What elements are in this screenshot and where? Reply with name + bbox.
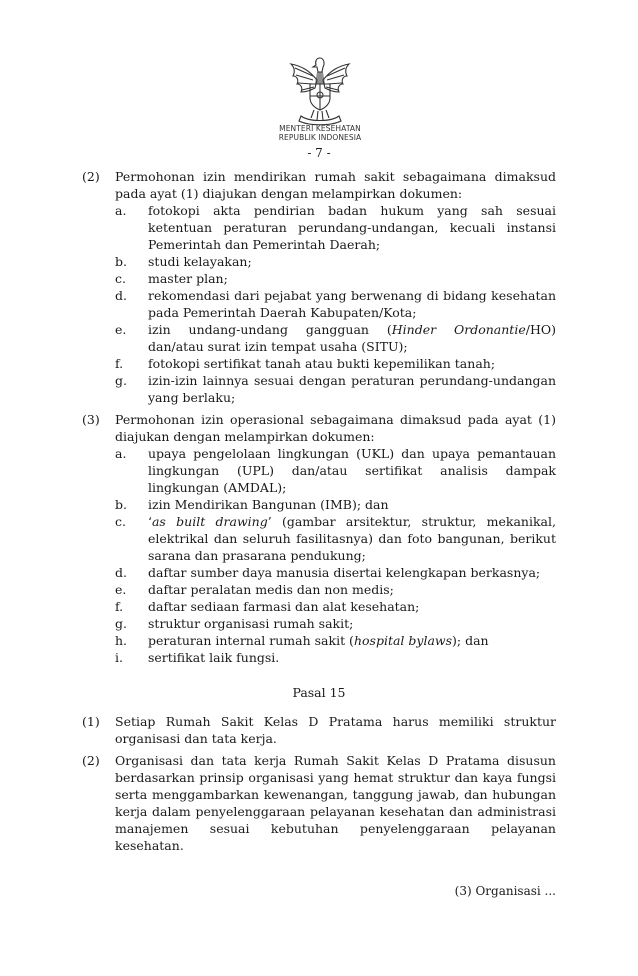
list-item-text: sertifikat laik fungsi. bbox=[148, 650, 280, 665]
list-item-text-italic: as built drawing bbox=[151, 514, 268, 529]
list-item-label: d. bbox=[115, 565, 127, 580]
list-item-label: b. bbox=[115, 254, 127, 269]
list-item-label: c. bbox=[115, 271, 126, 286]
list-item-label: i. bbox=[115, 650, 123, 665]
list-item bbox=[115, 632, 556, 649]
list-item bbox=[115, 615, 556, 632]
list-item-label: a. bbox=[115, 446, 127, 461]
list-item-text: daftar sumber daya manusia disertai kelengkapan berkasnya; bbox=[148, 565, 541, 580]
paragraph-number: (2) bbox=[82, 169, 100, 184]
paragraph-2 bbox=[82, 168, 556, 406]
list-item-text-post: /HO) dan/atau surat izin tempat usaha (SITU); bbox=[148, 322, 556, 354]
list-item-label: c. bbox=[115, 514, 126, 529]
list-item-text-pre: izin undang-undang gangguan ( bbox=[148, 322, 392, 337]
list-item-text: izin-izin lainnya sesuai dengan peraturan perundang-undangan yang berlaku; bbox=[148, 373, 556, 405]
list-item-label: g. bbox=[115, 616, 127, 631]
list-item-text: upaya pengelolaan lingkungan (UKL) dan upaya pemantauan lingkungan (UPL) dan/atau sertifikat analisis dampak lingkungan (AMDAL); bbox=[148, 446, 556, 495]
paragraph-text: Permohonan izin operasional sebagaimana dimaksud pada ayat (1) diajukan dengan melampirkan dokumen: bbox=[115, 412, 556, 444]
paragraph-3 bbox=[82, 411, 556, 666]
list-item-text: master plan; bbox=[148, 271, 228, 286]
paragraph-text: Setiap Rumah Sakit Kelas D Pratama harus memiliki struktur organisasi dan tata kerja. bbox=[115, 714, 556, 746]
list-item-label: d. bbox=[115, 288, 127, 303]
list-item-text: daftar peralatan medis dan non medis; bbox=[148, 582, 394, 597]
document-body bbox=[82, 168, 556, 859]
continuation-note: (3) Organisasi ... bbox=[454, 884, 556, 898]
list-item-text-pre: peraturan internal rumah sakit ( bbox=[148, 633, 354, 648]
paragraph-text: Permohonan izin mendirikan rumah sakit sebagaimana dimaksud pada ayat (1) diajukan dengan melampirkan dokumen: bbox=[115, 169, 556, 201]
list-item bbox=[115, 202, 556, 253]
list-item-label: f. bbox=[115, 599, 124, 614]
list-item bbox=[115, 321, 556, 355]
paragraph-number: (2) bbox=[82, 753, 100, 768]
list-item-label: e. bbox=[115, 322, 127, 337]
list-item bbox=[115, 287, 556, 321]
list-item bbox=[115, 355, 556, 372]
list-item-text: fotokopi akta pendirian badan hukum yang sah sesuai ketentuan peraturan perundang-undangan, kecuali instansi Pemerintah dan Pemerintah Daerah; bbox=[148, 203, 556, 252]
list-item-text: struktur organisasi rumah sakit; bbox=[148, 616, 354, 631]
list-item-text-post: ’ (gambar arsitektur, struktur, mekanikal, elektrikal dan seluruh fasilitasnya) dan foto bangunan, berikut sarana dan prasarana pendukung; bbox=[148, 514, 556, 563]
list-item-text-italic: Hinder Ordonantie bbox=[391, 322, 526, 337]
garuda-emblem-icon bbox=[283, 50, 357, 126]
list-item-label: h. bbox=[115, 633, 128, 648]
list-item bbox=[115, 564, 556, 581]
pasal15-paragraph-1 bbox=[82, 713, 556, 747]
paragraph-text: Organisasi dan tata kerja Rumah Sakit Kelas D Pratama disusun berdasarkan prinsip organisasi yang hemat struktur dan kaya fungsi serta menggambarkan kewenangan, tanggung jawab, dan hubungan kerja dalam penyelenggaraan pelayanan kesehatan dan administrasi manajemen sesuai kebutuhan penyelenggaraan pelayanan kesehatan. bbox=[115, 753, 556, 853]
list-item-text: rekomendasi dari pejabat yang berwenang di bidang kesehatan pada Pemerintah Daerah Kabupaten/Kota; bbox=[148, 288, 556, 320]
list-item bbox=[115, 372, 556, 406]
ministry-line-2: REPUBLIK INDONESIA bbox=[278, 133, 362, 142]
list-item bbox=[115, 253, 556, 270]
pasal15-paragraph-2 bbox=[82, 752, 556, 854]
paragraph-number: (1) bbox=[82, 714, 100, 729]
list-item-label: g. bbox=[115, 373, 127, 388]
article-heading: Pasal 15 bbox=[292, 685, 346, 700]
list-item-text: studi kelayakan; bbox=[148, 254, 252, 269]
list-item bbox=[115, 581, 556, 598]
list-item bbox=[115, 496, 556, 513]
list-item-text-post: ); dan bbox=[452, 633, 489, 648]
list-item bbox=[115, 270, 556, 287]
list-item-label: e. bbox=[115, 582, 127, 597]
list-item bbox=[115, 513, 556, 564]
list-item bbox=[115, 649, 556, 666]
list-item bbox=[115, 598, 556, 615]
list-item-label: f. bbox=[115, 356, 124, 371]
list-item-text: fotokopi sertifikat tanah atau bukti kepemilikan tanah; bbox=[148, 356, 496, 371]
list-item-text-italic: hospital bylaws bbox=[353, 633, 453, 648]
list-item-text-pre: ‘ bbox=[148, 514, 152, 529]
document-list bbox=[115, 445, 556, 666]
list-item-label: b. bbox=[115, 497, 127, 512]
list-item bbox=[115, 445, 556, 496]
list-item-text: izin Mendirikan Bangunan (IMB); dan bbox=[148, 497, 389, 512]
page-number: - 7 - bbox=[307, 146, 331, 160]
document-list bbox=[115, 202, 556, 406]
ministry-line-1: MENTERI KESEHATAN bbox=[279, 124, 361, 133]
list-item-label: a. bbox=[115, 203, 127, 218]
list-item-text: daftar sediaan farmasi dan alat kesehatan; bbox=[148, 599, 420, 614]
paragraph-number: (3) bbox=[82, 412, 100, 427]
ministry-title bbox=[250, 124, 390, 142]
